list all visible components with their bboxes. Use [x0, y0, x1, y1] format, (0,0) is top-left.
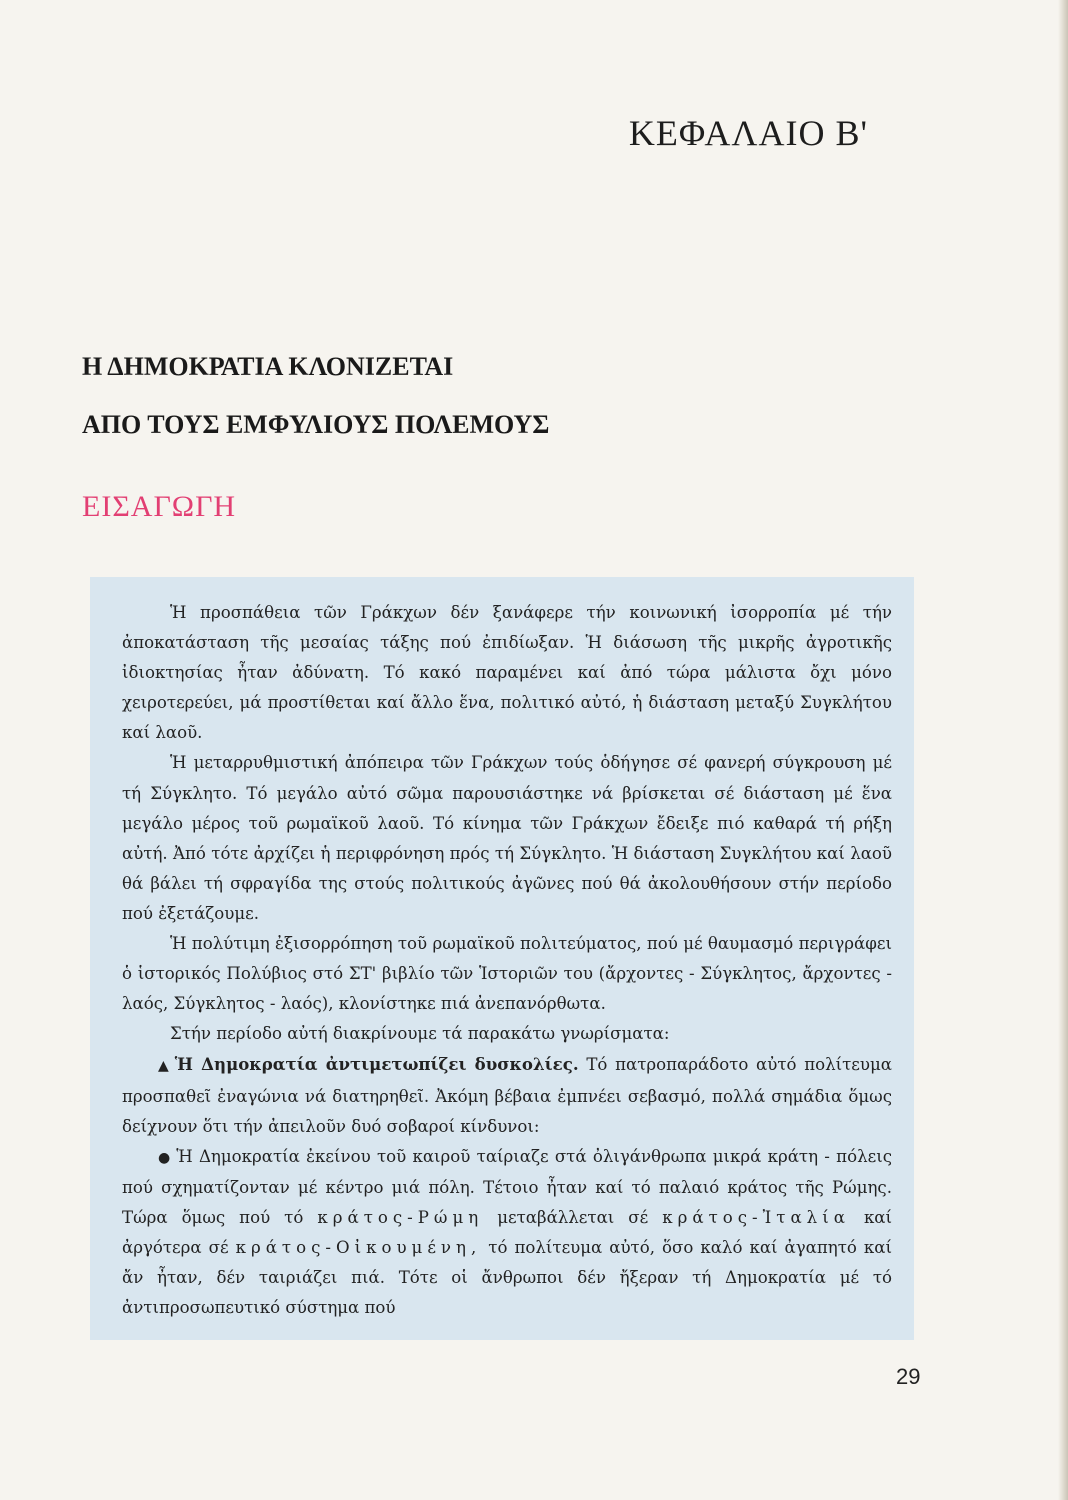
paragraph: Στήν περίοδο αὐτή διακρίνουμε τά παρακάτω γνωρίσματα:	[170, 1024, 670, 1044]
subsection-paragraph	[122, 1049, 892, 1141]
page-number: 29	[896, 1364, 921, 1389]
triangle-icon: ▲	[158, 1058, 169, 1075]
section-heading: ΕΙΣΑΓΩΓΗ	[82, 490, 237, 523]
paragraph: Ἡ πολύτιμη ἐξισορρόπηση τοῦ ρωμαϊκοῦ πολιτεύματος, πού μέ θαυμασμό περιγράφει ὁ ἱστορικός Πολύβιος στό ΣΤ' βιβλίο τῶν Ἱστοριῶν του (ἄρχοντες - Σύγκλητος, ἄρχοντες - λαός, Σύγκλητος - λαός), κλονίστηκε πιά ἀνεπανόρθωτα.	[122, 934, 892, 1014]
subsection-text: Τό πατροπαράδοτο αὐτό πολίτευμα προσπαθεῖ ἐναγώνια νά διατηρηθεῖ. Ἀκόμη βέβαια ἐμπνέει σεβασμό, πολλά σημάδια ὅμως δείχνουν ὅτι τήν ἀπειλοῦν δυό σοβαροί κίνδυνοι:	[122, 1055, 892, 1136]
term-kratos-romi: κράτος-Ρώμη	[317, 1207, 484, 1227]
chapter-title	[82, 338, 549, 454]
term-kratos-italia: κράτος-Ἰταλία	[662, 1207, 850, 1227]
term-kratos-oikoumeni: κράτος-Οἰκουμένη,	[235, 1237, 482, 1257]
bullet-text-3: καί ἀργότερα σέ	[122, 1207, 893, 1257]
subsection-heading: Ἡ Δημοκρατία ἀντιμετωπίζει δυσκολίες.	[174, 1054, 579, 1075]
chapter-title-line-2: ΑΠΟ ΤΟΥΣ ΕΜΦΥΛΙΟΥΣ ΠΟΛΕΜΟΥΣ	[82, 410, 550, 439]
paragraph: Ἡ προσπάθεια τῶν Γράκχων δέν ξανάφερε τήν κοινωνική ἰσορροπία μέ τήν ἀποκατάσταση τῆς μεσαίας τάξης πού ἐπιδίωξαν. Ἡ διάσωση τῆς μικρῆς ἀγροτικῆς ἰδιοκτησίας ἦταν ἀδύνατη. Τό κακό παραμένει καί ἀπό τώρα μάλιστα ὄχι μόνο χειροτερεύει, μά προστίθεται καί ἄλλο ἕνα, πολιτικό αὐτό, ἡ διάσταση μεταξύ Συγκλήτου καί λαοῦ.	[122, 603, 892, 743]
bullet-text-1: Ἡ Δημοκρατία ἐκείνου τοῦ καιροῦ ταίριαζε στά ὀλιγάνθρωπα μικρά κράτη - πόλεις πού σχηματίζονταν μέ κέντρο μιά πόλη. Τέτοιο ἦταν καί τό παλαιό κράτος τῆς Ρώμης. Τώρα ὅμως πού τό	[122, 1146, 892, 1227]
bullet-text-4: τό πολίτευμα αὐτό, ὅσο καλό καί ἀγαπητό καί ἄν ἦταν, δέν ταιριάζει πιά. Τότε οἱ ἄνθρωποι δέν ἤξεραν τή Δημοκρατία μέ τό ἀντιπροσωπευτικό σύστημα πού	[122, 1237, 893, 1318]
paragraph: Ἡ μεταρρυθμιστική ἀπόπειρα τῶν Γράκχων τούς ὁδήγησε σέ φανερή σύγκρουση μέ τή Σύγκλητο. Τό μεγάλο αὐτό σῶμα παρουσιάστηκε νά βρίσκεται σέ διάσταση μέ ἕνα μεγάλο μέρος τοῦ ρωμαϊκοῦ λαοῦ. Τό κίνημα τῶν Γράκχων ἔδειξε πιό καθαρά τή ρήξη αὐτή. Ἀπό τότε ἀρχίζει ἡ περιφρόνηση πρός τή Σύγκλητο. Ἡ διάσταση Συγκλήτου καί λαοῦ θά βάλει τή σφραγίδα της στούς πολιτικούς ἀγῶνες πού θά ἀκολουθήσουν στήν περίοδο πού ἐξετάζουμε.	[122, 753, 892, 923]
chapter-heading: ΚΕΦΑΛΑΙΟ Β'	[628, 113, 868, 153]
bullet-paragraph	[122, 1142, 892, 1324]
body-text	[122, 598, 892, 1323]
chapter-title-line-1: Η ΔΗΜΟΚΡΑΤΙΑ ΚΛΟΝΙΖΕΤΑΙ	[82, 352, 454, 381]
bullet-icon: ●	[158, 1149, 171, 1166]
bullet-text-2: μεταβάλλεται σέ	[497, 1207, 649, 1227]
page-edge	[1058, 0, 1068, 1500]
